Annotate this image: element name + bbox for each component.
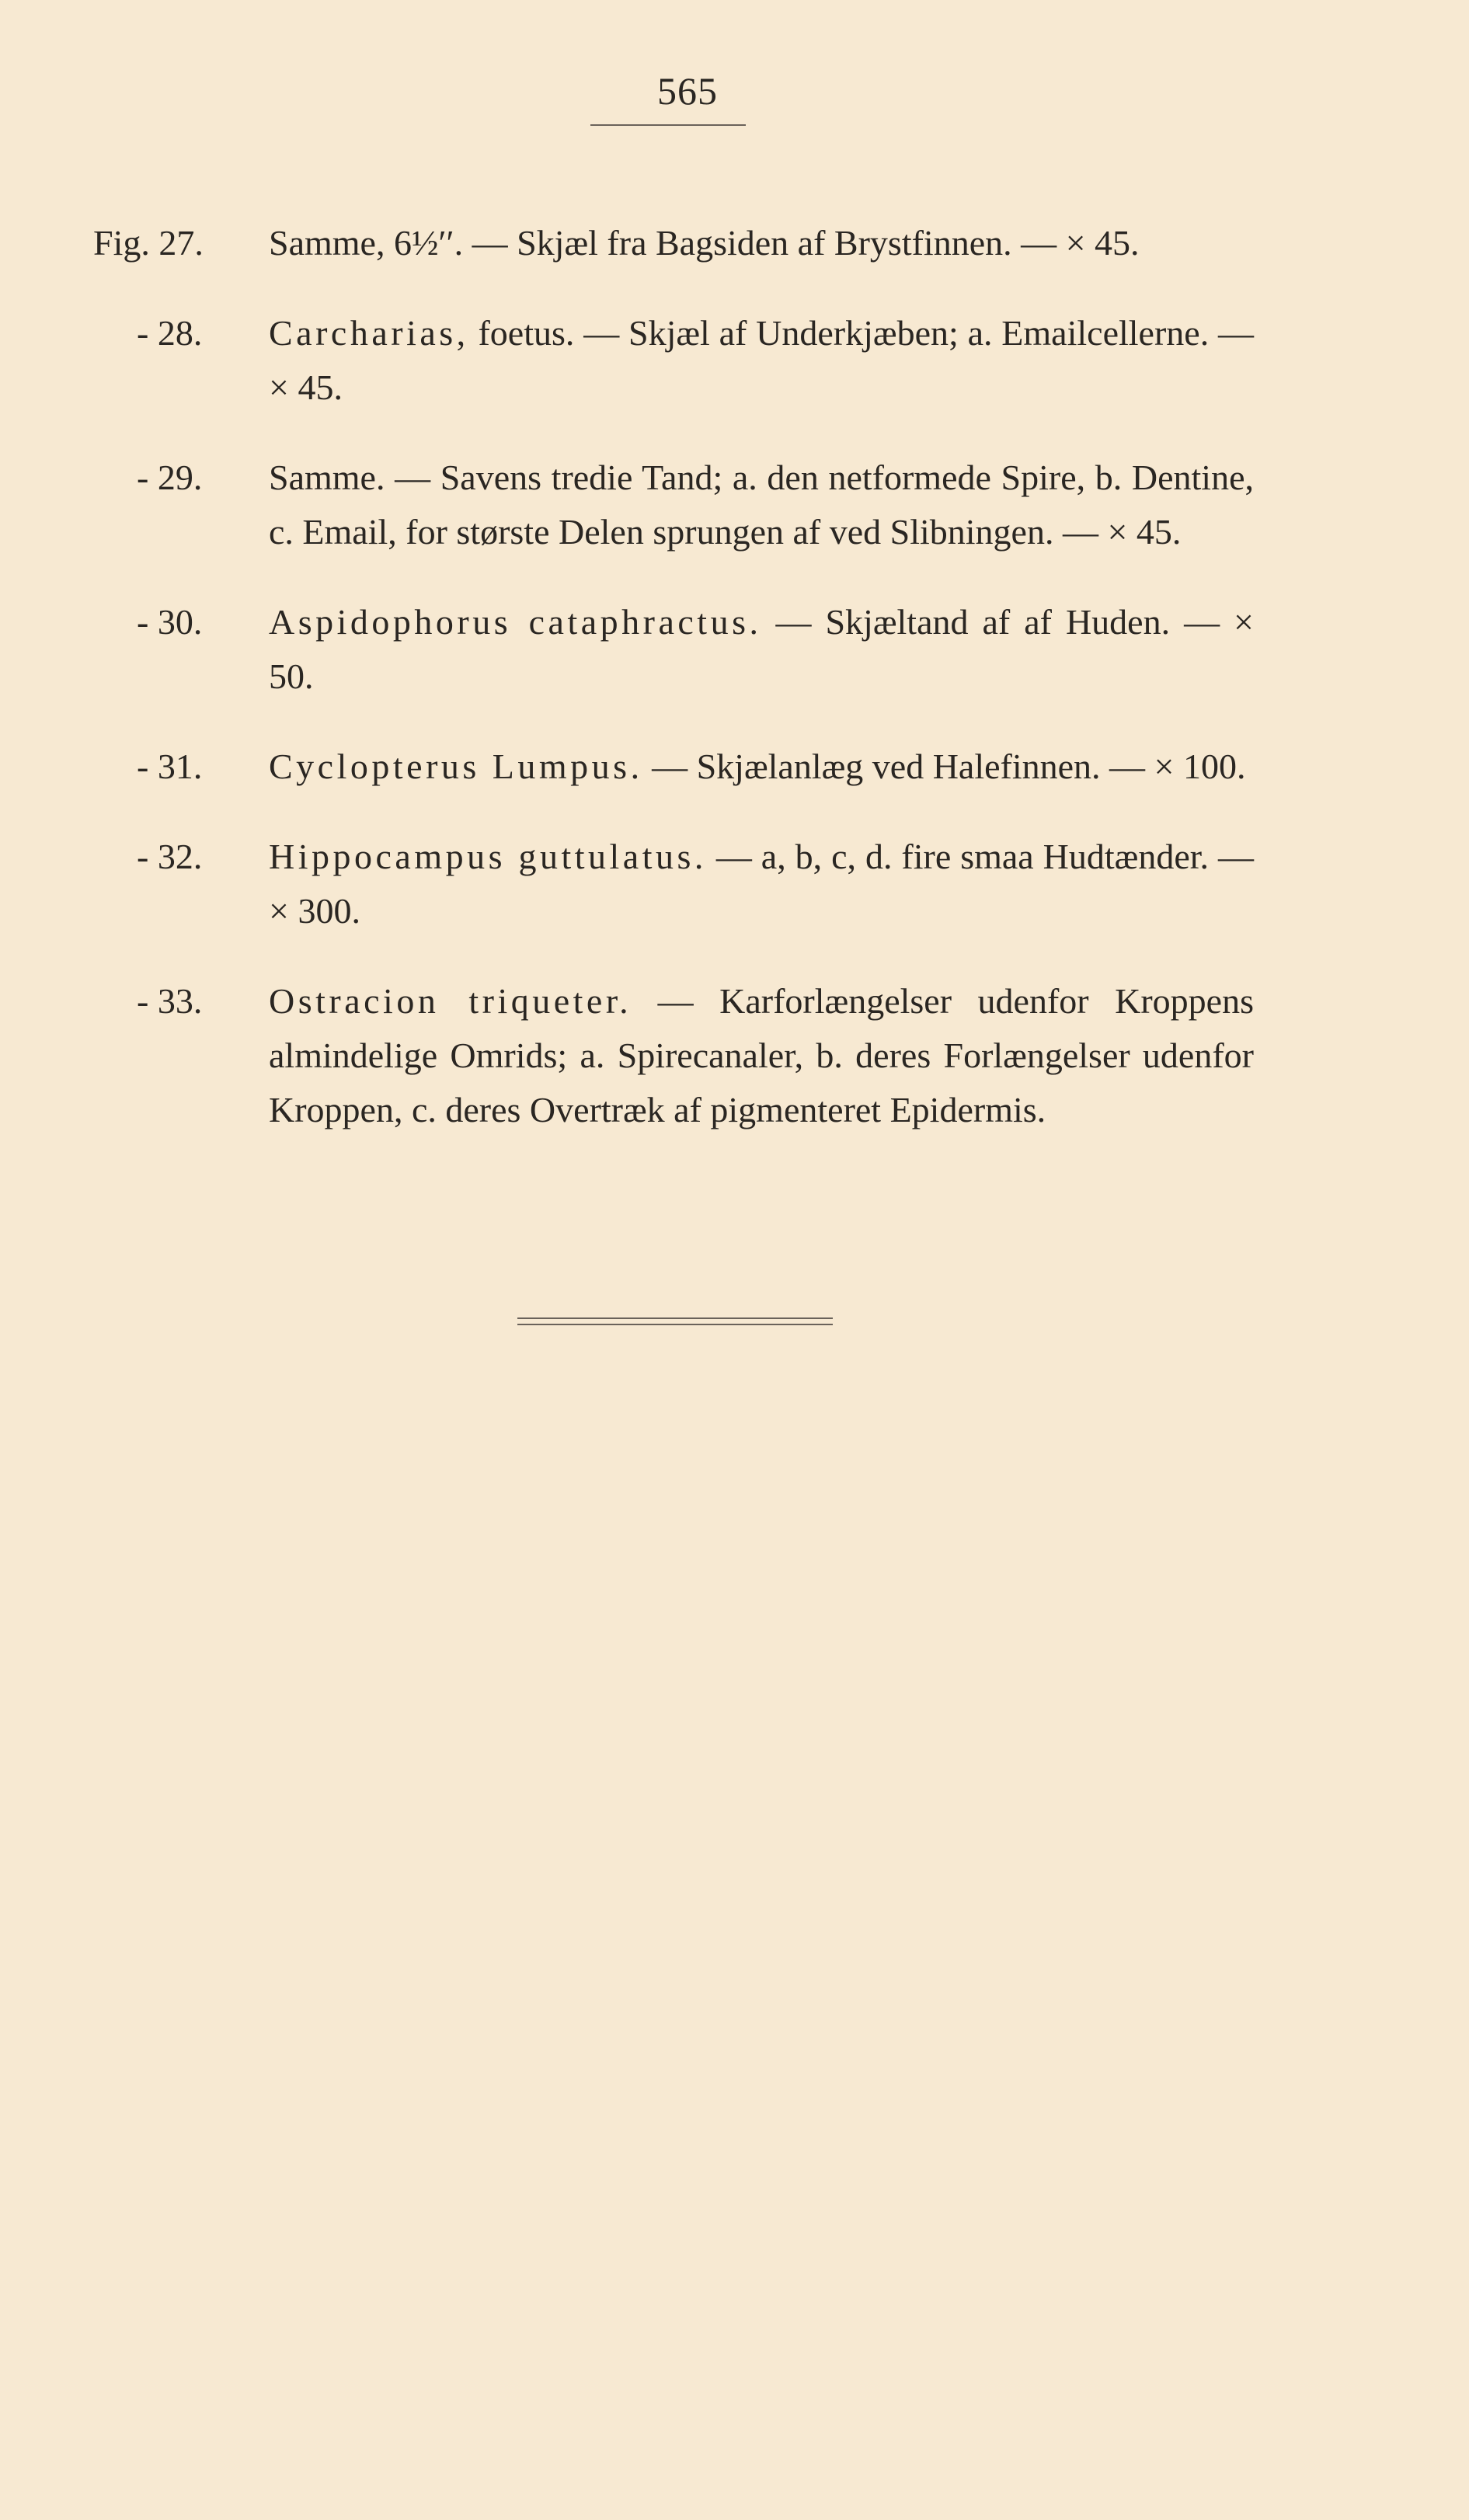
caption-fig-33 [0,974,1469,1137]
page-number-rule [590,124,746,126]
caption-body: — Skjælanlæg ved Halefinnen. — × 100. [652,747,1246,786]
caption-label: - 31. [137,747,203,786]
caption-body: Samme, 6½′′. — Skjæl fra Bagsiden af Brystfinnen. — × 45. [269,223,1140,263]
caption-body: — a, b, c, d. fire smaa Hudtænder. — × 300. [269,837,1254,931]
page-number: 565 [657,69,718,113]
caption-label: - 32. [137,837,203,876]
caption-fig-29 [0,451,1469,559]
caption-species: Hippocampus guttulatus. [269,837,707,876]
caption-fig-30 [0,595,1469,704]
caption-fig-28 [0,306,1469,415]
caption-label: - 30. [137,602,203,642]
caption-species: Cyclopterus Lumpus. [269,747,643,786]
caption-body: foetus. — Skjæl af Underkjæben; a. Emailcellerne. — × 45. [269,313,1255,407]
caption-body: Samme. — Savens tredie Tand; a. den netformede Spire, b. Dentine, c. Email, for største Delen sprungen af ved Slibningen. — × 45. [269,458,1254,552]
caption-body: — Skjæltand af af Huden. — × 50. [269,602,1254,696]
caption-text [269,740,1254,794]
caption-text [269,974,1254,1137]
caption-label: Fig. 27. [93,223,204,263]
caption-fig-32 [0,830,1469,938]
caption-fig-31 [0,740,1469,794]
caption-text [269,216,1254,270]
caption-label: - 29. [137,458,203,497]
caption-body: — Karforlængelser udenfor Kroppens almindelige Omrids; a. Spirecanaler, b. deres Forlængelser udenfor Kroppen, c. deres Overtræk af pigmenteret Epidermis. [269,981,1254,1129]
caption-label: - 28. [137,313,203,353]
caption-fig-27 [0,216,1469,270]
caption-species: Carcharias, [269,313,469,353]
figure-captions [0,180,1469,1173]
caption-text [269,306,1254,415]
caption-text [269,595,1254,704]
caption-species: Aspidophorus cataphractus. [269,602,762,642]
caption-species: Ostracion triqueter. [269,981,632,1021]
caption-text [269,451,1254,559]
caption-text [269,830,1254,938]
caption-label: - 33. [137,981,203,1021]
end-rule [517,1317,833,1325]
